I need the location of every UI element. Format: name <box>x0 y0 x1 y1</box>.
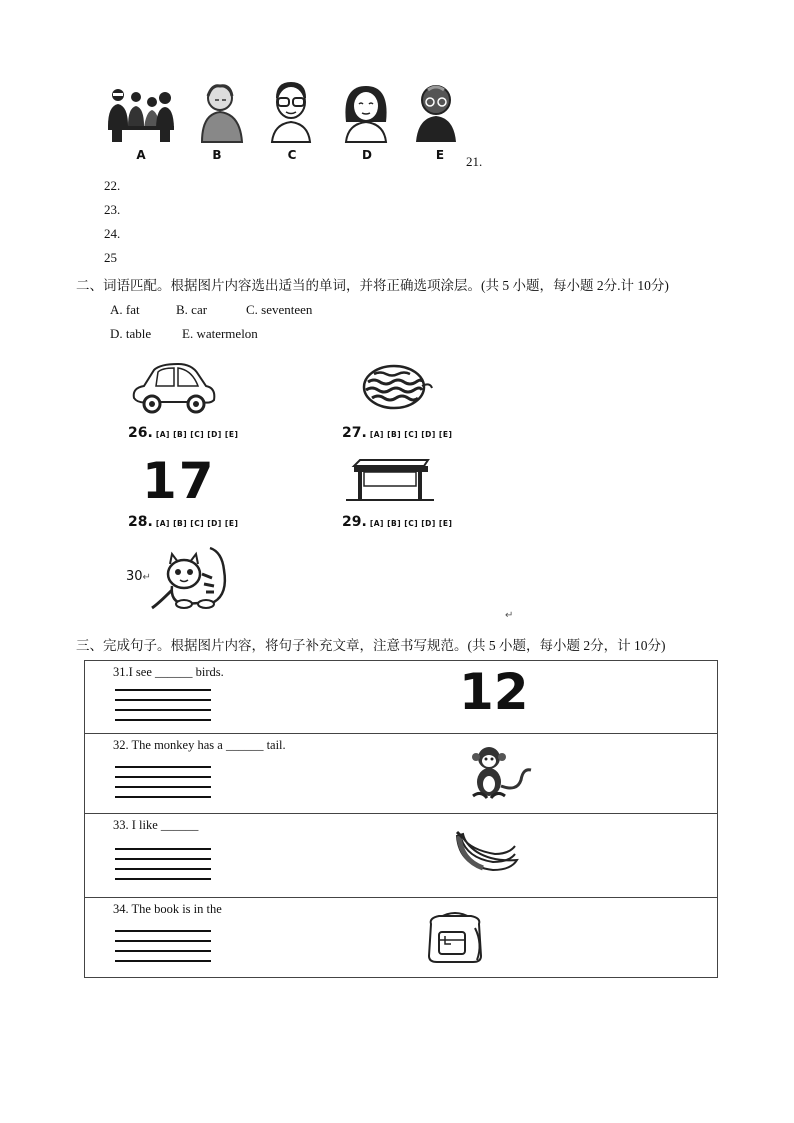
answer-row-29[interactable] <box>342 514 452 530</box>
father-icon <box>268 80 314 144</box>
question-number-28: 28. <box>128 514 153 530</box>
sentence-table <box>84 660 718 978</box>
word-option-a: A. fat <box>110 302 140 317</box>
option-letter-a: A <box>136 148 146 162</box>
car-icon <box>130 362 218 416</box>
sentence-cell-31 <box>85 661 718 734</box>
fat-cat-icon <box>150 544 230 612</box>
sentence-34: 34. The book is in the <box>113 902 222 916</box>
word-option-c: C. seventeen <box>246 302 313 317</box>
word-option-d: D. table <box>110 326 152 341</box>
sentence-33: 33. I like ______ <box>113 818 199 832</box>
banana-icon <box>453 830 519 878</box>
question-number-27: 27. <box>342 425 367 441</box>
answer-bubbles-28[interactable]: [A] [B] [C] [D] [E] <box>155 519 239 528</box>
question-number-23: 23. <box>104 202 121 217</box>
writing-lines-31[interactable] <box>115 689 211 729</box>
question-number-21: 21. <box>466 154 483 169</box>
answer-row-28[interactable] <box>128 514 238 530</box>
return-mark-icon: ↵ <box>142 572 151 583</box>
table-row <box>85 814 718 898</box>
table-icon <box>346 456 434 504</box>
monkey-icon <box>467 744 533 802</box>
option-letter-e: E <box>435 148 445 162</box>
answer-bubbles-29[interactable]: [A] [B] [C] [D] [E] <box>369 519 453 528</box>
option-letter-b: B <box>212 148 222 162</box>
writing-lines-33[interactable] <box>115 848 211 888</box>
sentence-cell-34 <box>85 898 718 978</box>
twelve-icon: 12 <box>459 663 529 721</box>
sentence-31: 31.I see ______ birds. <box>113 665 224 679</box>
answer-row-26[interactable] <box>128 425 238 441</box>
question-number-25: 25 <box>104 250 117 265</box>
table-row <box>85 898 718 978</box>
answer-bubbles-26[interactable]: [A] [B] [C] [D] [E] <box>155 430 239 439</box>
word-option-b: B. car <box>176 302 208 317</box>
writing-lines-32[interactable] <box>115 766 211 806</box>
table-row <box>85 734 718 814</box>
seventeen-icon: 17 <box>142 452 216 510</box>
mother-icon <box>340 82 392 144</box>
question-number-22: 22. <box>104 178 121 193</box>
return-mark-icon: ↵ <box>505 610 514 621</box>
question-number-26: 26. <box>128 425 153 441</box>
watermelon-icon <box>362 364 434 410</box>
sentence-cell-32 <box>85 734 718 814</box>
table-row <box>85 661 718 734</box>
sentence-cell-33 <box>85 814 718 898</box>
answer-bubbles-27[interactable]: [A] [B] [C] [D] [E] <box>369 430 453 439</box>
sentence-32: 32. The monkey has a ______ tail. <box>113 738 286 752</box>
grandmother-icon <box>198 82 246 144</box>
option-letter-c: C <box>287 148 297 162</box>
question-number-30-text: 30 <box>126 569 143 584</box>
grandfather-icon <box>412 82 460 144</box>
section-three-heading: 三、完成句子。根据图片内容，将句子补充文章，注意书写规范。(共 5 小题，每小题 2分，计 10分) <box>76 638 666 653</box>
question-number-30 <box>126 569 151 584</box>
family-icon <box>106 86 176 144</box>
question-number-24: 24. <box>104 226 121 241</box>
answer-row-27[interactable] <box>342 425 452 441</box>
writing-lines-34[interactable] <box>115 930 211 970</box>
schoolbag-icon <box>425 908 485 964</box>
option-letter-d: D <box>362 148 372 162</box>
question-number-29: 29. <box>342 514 367 530</box>
word-option-e: E. watermelon <box>182 326 258 341</box>
section-two-heading: 二、词语匹配。根据图片内容选出适当的单词，并将正确选项涂层。(共 5 小题，每小题 2分.计 10分) <box>76 278 669 293</box>
